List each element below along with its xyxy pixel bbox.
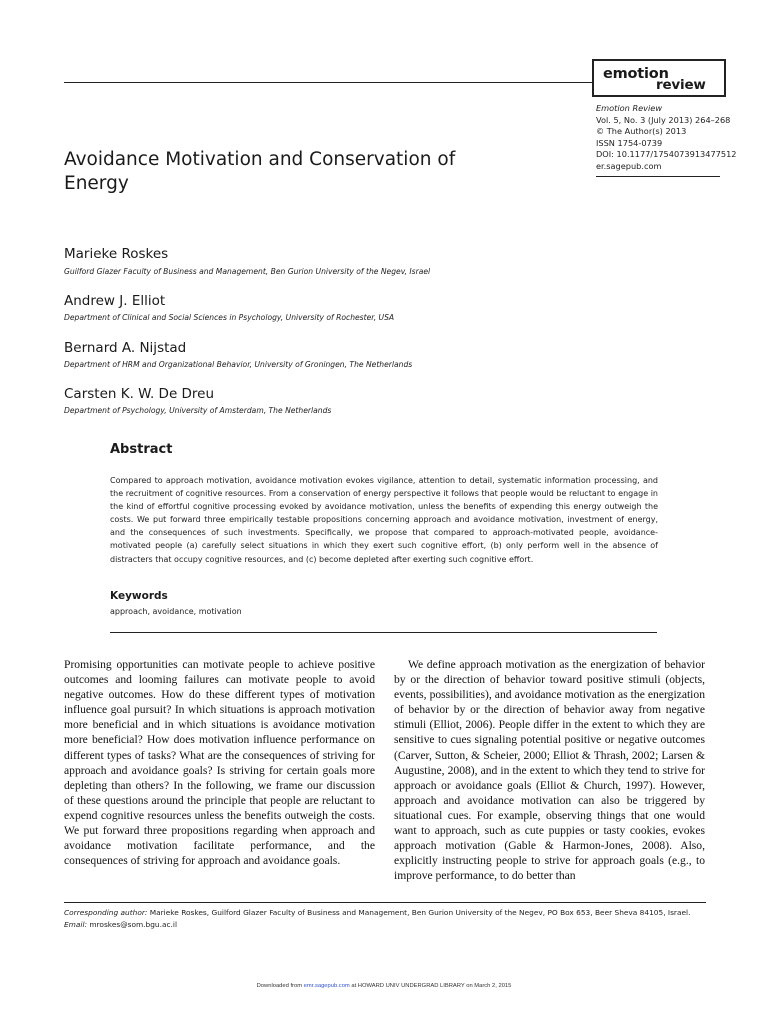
journal-name: Emotion Review [596, 103, 663, 113]
download-prefix: Downloaded from [256, 983, 304, 989]
journal-url[interactable]: er.sagepub.com [596, 160, 662, 171]
download-suffix: at HOWARD UNIV UNDERGRAD LIBRARY on March 2, 2015 [349, 983, 512, 989]
footnote-rule [64, 902, 706, 903]
author-name: Andrew J. Elliot [64, 293, 166, 309]
keywords-heading: Keywords [110, 590, 168, 602]
author-name: Bernard A. Nijstad [64, 340, 187, 356]
author-name: Marieke Roskes [64, 246, 169, 262]
author-affiliation: Department of Psychology, University of Amsterdam, The Netherlands [64, 406, 332, 415]
journal-copyright: © The Author(s) 2013 [596, 126, 687, 137]
author-affiliation: Guilford Glazer Faculty of Business and Management, Ben Gurion University of the Negev, Israel [64, 267, 431, 276]
body-column-right: We define approach motivation as the energization of behavior by or the direction of behavior toward positive stimuli (objects, events, possibilities), and avoidance motivation as the energization of behavior by or the direction of behavior away from negative stimuli (Elliot, 2006). People differ in the extent to which they are sensitive to cues signaling potential positive or negative outcomes (Carver, Sutton, & Scheier, 2000; Elliot & Thrash, 2002; Larsen & Augustine, 2008), and in the extent to which they tend to strive for approach or avoidance goals (Elliot & Church, 1997). However, approach and avoidance motivation can also be triggered by situational cues. For example, observing things that one would want to approach, such as cute puppies or tasty cookies, evokes approach motivation (Gable & Harmon-Jones, 2008). Also, explicitly instructing people to strive for approach goals (e.g., to improve performance, to do better than [394, 658, 705, 883]
download-notice [0, 983, 768, 989]
keywords-text: approach, avoidance, motivation [110, 607, 242, 616]
footnote [64, 907, 714, 930]
header-rule [64, 82, 592, 83]
article-title: Avoidance Motivation and Conservation of Energy [64, 149, 456, 194]
abstract-rule [110, 632, 657, 633]
author-name: Carsten K. W. De Dreu [64, 386, 215, 402]
journal-doi: DOI: 10.1177/1754073913477512 [596, 149, 737, 160]
corresponding-author-label: Corresponding author: [64, 908, 148, 917]
metadata-rule [596, 176, 720, 177]
abstract-text: Compared to approach motivation, avoidance motivation evokes vigilance, attention to detail, systematic information processing, and the recruitment of cognitive resources. From a conservation of energy perspective it follows that people would be reluctant to engage in the kind of effortful cognitive processing evoked by avoidance motivation, unless the benefits of expending this energy outweigh the costs. We put forward three empirically testable propositions concerning approach and avoidance motivation, investment of energy, and the consequences of such investments. Specifically, we propose that compared to approach-motivated people, avoidance-motivated people (a) carefully select situations in which they exert such cognitive effort, (b) only perform well in the absence of distracters that occupy cognitive resources, and (c) become depleted after exerting such cognitive effort. [110, 476, 658, 564]
email-label: Email: [64, 919, 87, 929]
download-link[interactable]: emr.sagepub.com [303, 983, 350, 989]
journal-issn: ISSN 1754-0739 [596, 137, 663, 148]
author-affiliation: Department of HRM and Organizational Behavior, University of Groningen, The Netherlands [64, 360, 413, 369]
body-column-left: Promising opportunities can motivate people to achieve positive outcomes and looming failures can motivate people to avoid negative outcomes. How do these different types of motivation influence goal pursuit? In which situations is approach motivation more beneficial and in which situations is avoidance motivation more beneficial? How does motivation influence performance on different types of tasks? What are the consequences of striving for approach and avoidance goals? Is striving for certain goals more depleting than others? In the following, we frame our discussion of these questions around the principle that people are reluctant to expend cognitive resources unless the benefits outweigh the costs. We put forward three propositions regarding when approach and avoidance motivation facilitate performance, and the consequences of striving for approach and avoidance goals. [64, 658, 375, 868]
email-line [64, 919, 714, 931]
journal-logo [592, 59, 726, 97]
email-address[interactable]: mroskes@som.bgu.ac.il [89, 919, 177, 929]
logo-word-review: review [656, 77, 706, 93]
author-affiliation: Department of Clinical and Social Sciences in Psychology, University of Rochester, USA [64, 313, 395, 322]
journal-metadata [596, 103, 737, 173]
abstract-heading: Abstract [110, 442, 173, 457]
logo-word-emotion: emotion [603, 66, 669, 82]
corresponding-author-line [64, 907, 714, 919]
corresponding-author-text: Marieke Roskes, Guilford Glazer Faculty of Business and Management, Ben Gurion University of the Negev, PO Box 653, Beer Sheva 84105, Israel. [149, 908, 691, 917]
journal-volume: Vol. 5, No. 3 (July 2013) 264–268 [596, 114, 731, 125]
